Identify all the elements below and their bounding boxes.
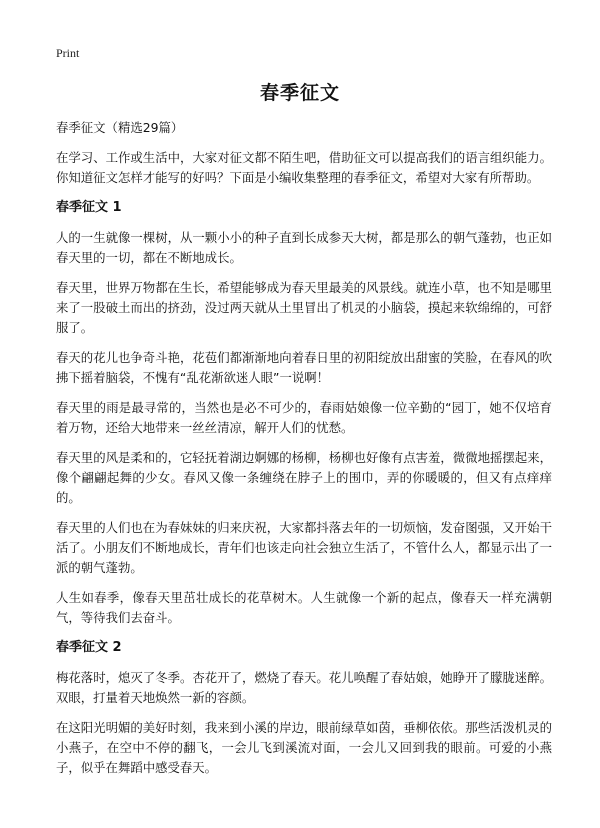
paragraph: 春天里的人们也在为春妹妹的归来庆祝，大家都抖落去年的一切烦恼，发奋图强，又开始干活了。小朋友们不断地成长，青年们也该走向社会独立生活了，不管什么人，都显示出了一派的朝气蓬勃。	[56, 520, 552, 575]
paragraph: 春天里的雨是最寻常的，当然也是必不可少的，春雨姑娘像一位辛勤的“园丁，她不仅培育着万物，还给大地带来一丝丝清凉，解开人们的忧愁。	[56, 400, 552, 435]
paragraph: 人生如春季，像春天里茁壮成长的花草树木。人生就像一个新的起点，像春天一样充满朝气，等待我们去奋斗。	[56, 590, 552, 625]
paragraph: 梅花落时，熄灭了冬季。杏花开了，燃烧了春天。花儿唤醒了春姑娘，她睁开了朦胧迷醉。双眼，打量着天地焕然一新的容颜。	[56, 670, 552, 705]
section-heading: 春季征文 2	[56, 640, 122, 655]
section-heading: 春季征文 1	[56, 200, 122, 215]
paragraph: 春天里，世界万物都在生长，希望能够成为春天里最美的风景线。就连小草，也不知是哪里来了一股破土而出的挤劲，没过两天就从土里冒出了机灵的小脑袋，摸起来软绵绵的，可舒服了。	[56, 280, 552, 335]
page-title: 春季征文	[259, 82, 340, 104]
intro-paragraph: 在学习、工作或生活中，大家对征文都不陌生吧，借助征文可以提高我们的语言组织能力。你知道征文怎样才能写的好吗？下面是小编收集整理的春季征文，希望对大家有所帮助。	[56, 150, 552, 185]
paragraph: 人的一生就像一棵树，从一颗小小的种子直到长成参天大树，都是那么的朝气蓬勃，也正如春天里的一切，都在不断地成长。	[56, 230, 552, 265]
print-link[interactable]: Print	[56, 46, 80, 60]
paragraph: 在这阳光明媚的美好时刻，我来到小溪的岸边，眼前绿草如茵，垂柳依依。那些活泼机灵的小燕子，在空中不停的翻飞，一会儿飞到溪流对面，一会儿又回到我的眼前。可爱的小燕子，似乎在舞蹈中感受春天。	[56, 720, 552, 775]
subtitle: 春季征文（精选29篇）	[56, 120, 184, 135]
paragraph: 春天里的风是柔和的，它轻抚着湖边婀娜的杨柳，杨柳也好像有点害羞，微微地摇摆起来，像个翩翩起舞的少女。春风又像一条缠绕在脖子上的围巾，弄的你暖暖的，但又有点痒痒的。	[56, 450, 552, 505]
article-body	[56, 118, 552, 788]
paragraph: 春天的花儿也争奇斗艳，花苞们都渐渐地向着春日里的初阳绽放出甜蜜的笑脸，在春风的吹拂下摇着脑袋，不愧有“乱花渐欲迷人眼”一说啊！	[56, 350, 552, 385]
